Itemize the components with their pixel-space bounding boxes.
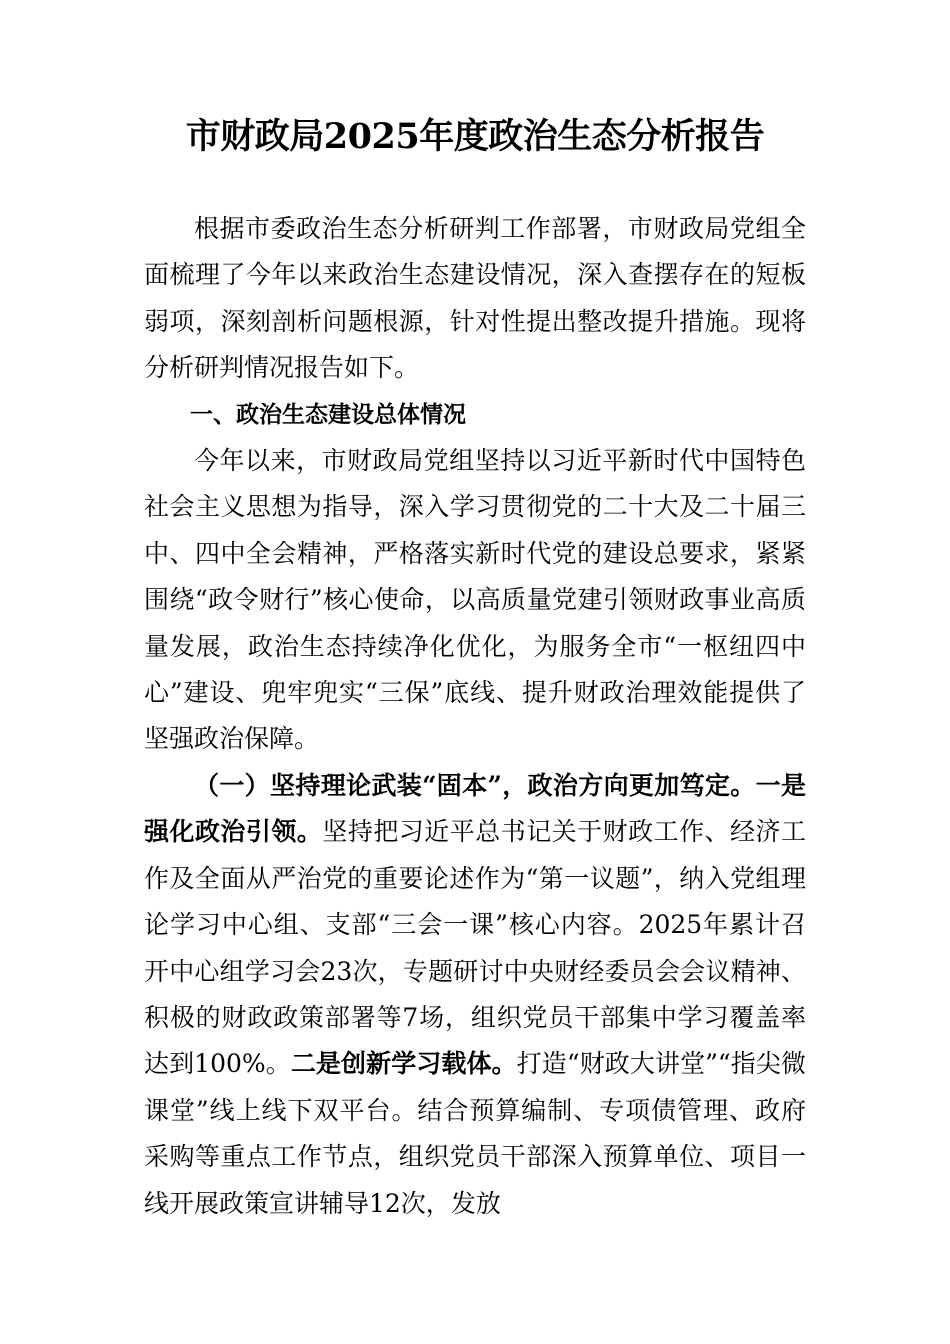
- section-heading-1: 一、政治生态建设总体情况: [190, 401, 466, 428]
- point-2-label: 二是创新学习载体。: [290, 1049, 517, 1079]
- section-1-paragraph: 今年以来，市财政局党组坚持以习近平新时代中国特色社会主义思想为指导，深入学习贯彻党的二十大及二十届三中、四中全会精神，严格落实新时代党的建设总要求，紧紧围绕“政令财行”核心使命，以高质量党建引领财政事业高质量发展，政治生态持续净化优化，为服务全市“一枢纽四中心”建设、兜牢兜实“三保”底线、提升财政治理效能提供了坚强政治保障。: [144, 446, 806, 754]
- subsection-heading-1: （一）坚持理论武装“固本”，政治方向更加笃定。: [194, 770, 756, 800]
- point-2-text: 打造“财政大讲堂”“指尖微课堂”线上线下双平台。结合预算编制、专项债管理、政府采购等重点工作节点，组织党员干部深入预算单位、项目一线开展政策宣讲辅导12次，发放: [144, 1049, 806, 1218]
- document-title: 市财政局2025年度政治生态分析报告: [185, 116, 765, 157]
- point-1-label: 一是强化政治引领。: [144, 770, 806, 847]
- document-body: [144, 206, 806, 1227]
- point-1-text: 坚持把习近平总书记关于财政工作、经济工作及全面从严治党的重要论述作为“第一议题”，纳入党组理论学习中心组、支部“三会一课”核心内容。2025年累计召开中心组学习会23次，专题研讨中央财经委员会会议精神、积极的财政政策部署等7场，组织党员干部集中学习覆盖率达到100%。: [144, 817, 806, 1079]
- subsection-1-paragraph: [144, 763, 806, 1227]
- intro-paragraph: 根据市委政治生态分析研判工作部署，市财政局党组全面梳理了今年以来政治生态建设情况，深入查摆存在的短板弱项，深刻剖析问题根源，针对性提出整改提升措施。现将分析研判情况报告如下。: [144, 214, 806, 383]
